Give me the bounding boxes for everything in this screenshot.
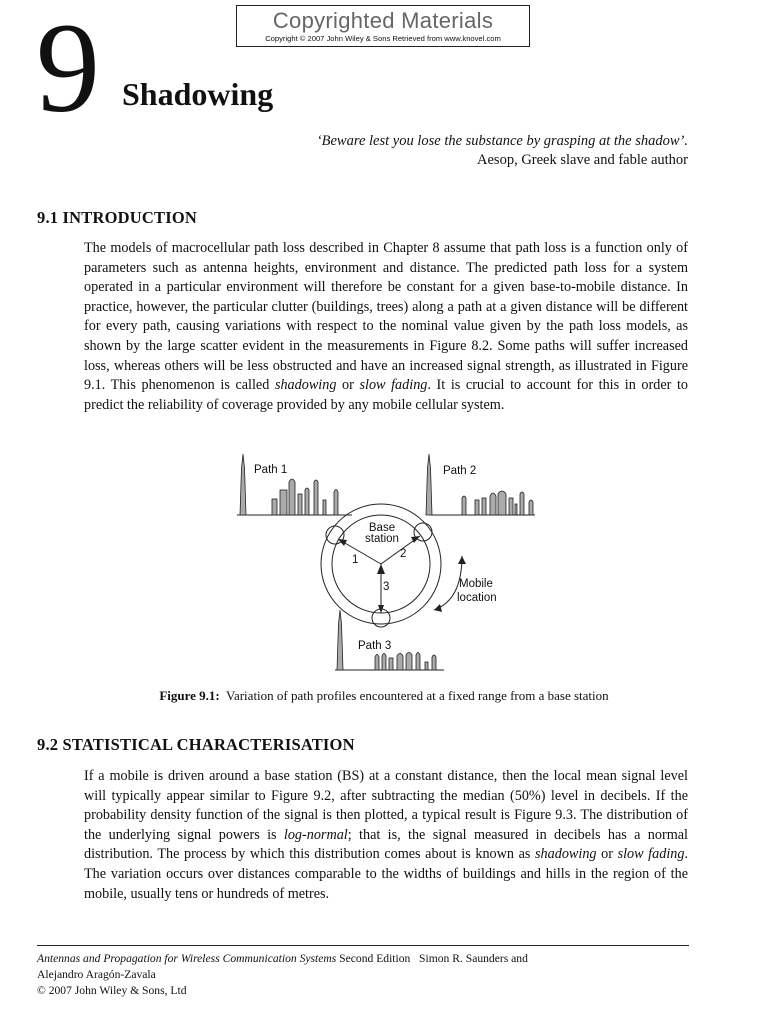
text-run: The models of macrocellular path loss described in Chapter 8 assume that path loss is a function only of parameters such as antenna heights, environment and distance. The predicted path loss for a system operated in a particular environment will therefore be constant for a given base-to-mobile distance. In practice, however, the particular clutter (buildings, trees) along a path at a given distance will be different for every path, causing variations with respect to the nominal value given by the path loss models, as shown by the large scatter evident in the measurements in Figure 8.2. Some paths will suffer increased loss, whereas others will be less obstructed and have an increased signal strength, as illustrated in Figure 9.1. This phenomenon is called (84, 240, 688, 394)
edition-authors: Second Edition Simon R. Saunders and (336, 952, 528, 965)
figure-caption-text: Variation of path profiles encountered at a fixed range from a base station (226, 688, 609, 703)
label-mobile-location-line2: location (457, 592, 497, 604)
footer-copyright: © 2007 John Wiley & Sons, Ltd (37, 984, 187, 997)
epigraph (317, 132, 688, 170)
label-base-station-line1: Base (368, 522, 396, 534)
footer-rule (37, 945, 689, 946)
text-run: If a mobile is driven around a base station (BS) at a constant distance, then the local mean signal level will typically appear similar to Figure 9.2, after subtracting the median (50%) level in decibels. If the probability density function of the signal is then plotted, a typical result is Figure 9.3. The distribution of the underlying signal powers is (84, 768, 688, 843)
label-ray-1: 1 (352, 554, 359, 566)
chapter-number: 9 (36, 0, 100, 139)
text-run: or (596, 846, 618, 863)
text-run: . It is crucial to account for this in order to predict the reliability of coverage provided by any mobile cellular system. (84, 377, 688, 413)
stamp-title: Copyrighted Materials (272, 8, 494, 33)
figure-path-profiles (230, 452, 550, 680)
path2-profile (426, 454, 535, 515)
book-title: Antennas and Propagation for Wireless Communication Systems (37, 952, 337, 965)
footer-line-2: Alejandro Aragón-Zavala (37, 968, 156, 981)
text-run: or (336, 377, 360, 394)
emphasis-log-normal: log-normal (283, 826, 348, 843)
section-heading-statistical: 9.2 STATISTICAL CHARACTERISATION (37, 735, 355, 754)
chapter-title: Shadowing (122, 76, 274, 112)
label-base-station-line2: station (365, 533, 399, 545)
label-ray-3: 3 (383, 581, 390, 593)
figure-caption-label: Figure 9.1: (159, 688, 220, 703)
stamp-subtitle: Copyright © 2007 John Wiley & Sons Retrieved from www.knovel.com (265, 34, 501, 43)
label-path-2: Path 2 (443, 465, 477, 477)
footer-line-1 (37, 951, 689, 967)
emphasis-shadowing: shadowing (535, 846, 597, 863)
statistical-paragraph (84, 767, 688, 904)
text-run: . The variation occurs over distances comparable to the widths of buildings and hills in the region of the mobile, usually tens or hundreds of metres. (84, 846, 688, 902)
label-mobile-location-line1: Mobile (459, 578, 493, 590)
label-path-1: Path 1 (254, 464, 288, 476)
epigraph-quote: ‘Beware lest you lose the substance by grasping at the shadow’. (316, 133, 688, 149)
section-heading-introduction: 9.1 INTRODUCTION (37, 208, 197, 227)
label-ray-2: 2 (400, 548, 407, 560)
footer (37, 951, 689, 999)
emphasis-slow-fading: slow fading (359, 377, 428, 394)
copyright-stamp (236, 5, 530, 47)
emphasis-slow-fading: slow fading (617, 846, 685, 863)
figure-caption (0, 688, 768, 704)
emphasis-shadowing: shadowing (274, 377, 337, 394)
label-path-3: Path 3 (358, 640, 392, 652)
text-run: ; that is, the signal measured in decibels has a normal distribution. The process by which this distribution comes about is known as (84, 826, 688, 863)
epigraph-attribution: Aesop, Greek slave and fable author (477, 152, 688, 168)
introduction-paragraph (84, 239, 688, 415)
